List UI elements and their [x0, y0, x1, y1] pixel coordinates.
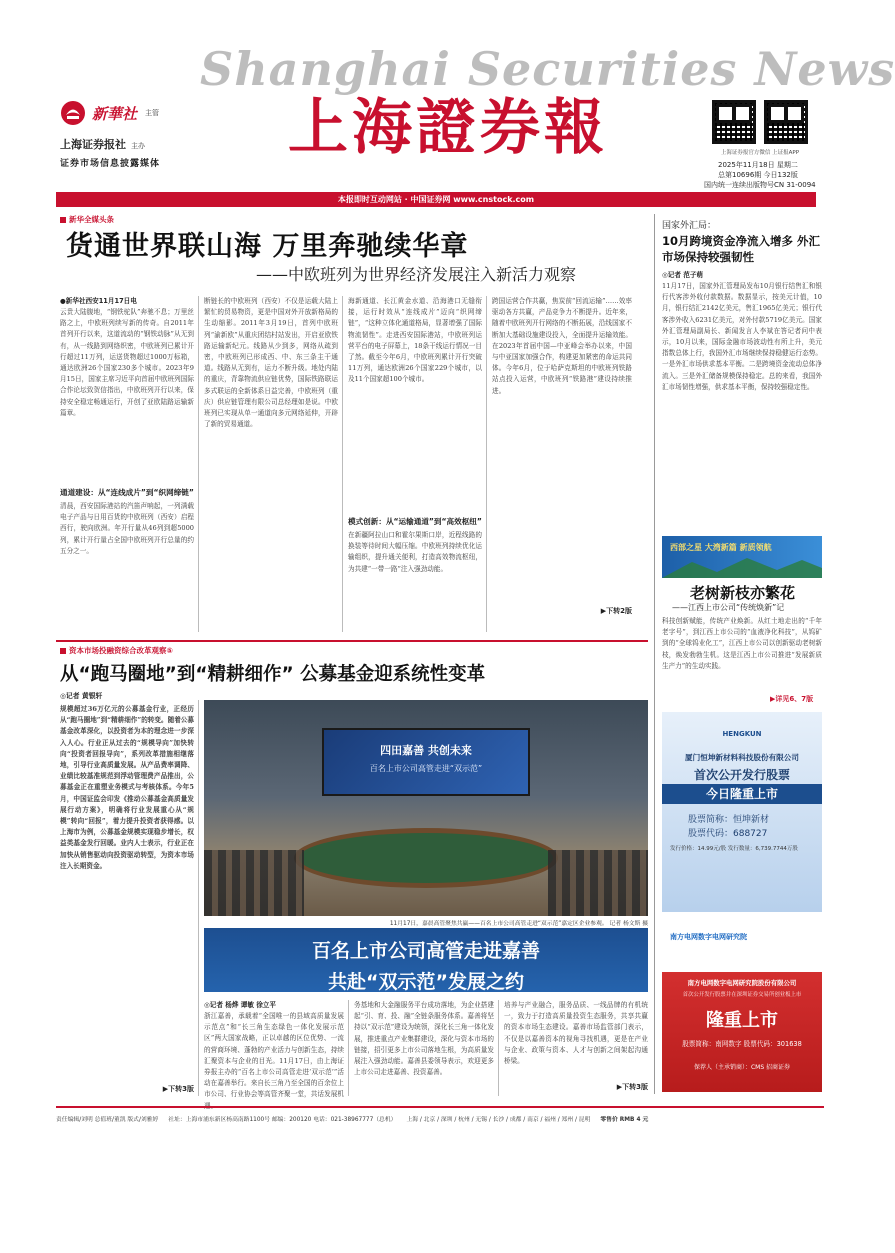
sub-col-3	[504, 1000, 648, 1096]
ad1-brand: HENGKUN	[722, 730, 762, 738]
ad2-stock: 股票简称：南网数字 股票代码：301638	[682, 1040, 802, 1048]
photo-screen	[322, 728, 530, 796]
fund-more[interactable]: ▶下转3版	[162, 1085, 194, 1093]
cn-line: 国内统一连续出版物号CN 31-0094	[704, 181, 816, 189]
website-bar	[56, 192, 816, 207]
issue-line: 总第10696期 今日132版	[718, 171, 798, 179]
lead-col-3	[348, 296, 482, 632]
paper-name: 上海证券报社	[60, 138, 126, 151]
ad1-company: 厦门恒坤新材料科技股份有限公司	[685, 753, 799, 762]
footer-address: 社址：上海市浦东新区杨高南路1100号 邮编：200120 电话：021-38967777（总机）	[168, 1116, 397, 1123]
footer	[56, 1110, 824, 1126]
chinese-title: 上海證券報	[288, 93, 608, 163]
ad1-details: 发行价格：14.99元/股 发行数量：6,739.7744万股	[670, 846, 798, 852]
fx-story	[662, 218, 822, 509]
lead-tag: 新华全媒头条	[60, 214, 114, 225]
xinhua-emblem-icon	[60, 100, 86, 126]
ad2-panel	[662, 972, 822, 1092]
lead-col-1	[60, 296, 194, 632]
sponsor1-role: 主管	[145, 109, 160, 117]
lead-headline: 货通世界联山海 万里奔驰续华章	[66, 231, 469, 262]
lead-more[interactable]: ▶下转2版	[600, 607, 632, 615]
lead-dateline: ●新华社西安11月17日电	[60, 297, 137, 305]
lead-col-4-text: 跨国运营合作共赢，焦炭前“回流运输”……效率驱动各方共赢，产品竞争力不断提升。近年来，随着中欧班列开行网络的不断拓展，沿线国家不断加大基础设施建设投入，全面提升运输效能。在2023年首届中国—中亚峰会举办以来，中国与中亚国家加强合作，构建更加紧密的命运共同体。今年6月，位于哈萨克斯坦的中欧班列铁路站点投入运营，中欧班列“铁路港”建设持续推进。	[492, 297, 632, 395]
lead-col-4	[492, 296, 632, 632]
fx-kicker: 国家外汇局：	[662, 221, 717, 231]
masthead	[0, 0, 895, 215]
fund-headline: 从“跑马圈地”到“精耕细作” 公募基金迎系统性变革	[60, 664, 486, 685]
ad1-stock-code: 股票代码：688727	[688, 829, 768, 839]
feature-banner-text: 西部之星 大湾新篇 新质领航	[670, 543, 772, 552]
lead-subhead-1: 通道建设：从“连线成片”到“织网缔链”	[60, 488, 194, 497]
slogan: 证券市场信息披露媒体	[60, 159, 161, 169]
footer-editors: 责任编辑/刘明 总值班/董凯 版式/刘雅婷	[56, 1116, 159, 1123]
wechat-qr-code	[712, 100, 756, 144]
fx-headline: 10月跨境资金净流入增多 外汇市场保持较强韧性	[662, 234, 821, 264]
ad1-stock-name: 股票简称：恒坤新材	[688, 815, 770, 825]
lead-subheadline: ——中欧班列为世界经济发展注入新活力观察	[256, 265, 577, 284]
sponsor2-role: 主办	[131, 142, 145, 150]
fx-byline: ◎记者 范子萌	[662, 271, 704, 279]
sub-col-2: 务基地和大金融服务平台成功落地，为企业搭建起“引、育、投、融”全链条服务体系。嘉善将坚持以“双示范”建设为统领，深化长三角一体化发展，推进重点产业集群建设，深化与资本市场的链接，招引更多上市公司落地生根，为高质量发展注入强劲动能。嘉善县委领导表示，欢迎更多上市公司走进嘉善、投资嘉善。	[354, 1001, 494, 1077]
photo-audience-right	[548, 850, 648, 916]
ad2-brand: 南方电网数字电网研究院	[670, 933, 747, 941]
paper-name-line	[60, 136, 145, 152]
photo-screen-line1: 四田嘉善 共创未来	[380, 744, 472, 757]
xinhua-logo	[60, 100, 159, 126]
feature-title: 老树新枝亦繁花	[690, 584, 796, 602]
english-title: Shanghai Securities News	[200, 42, 895, 96]
sub-col-1-text: 浙江嘉善，承载着“全国唯一的县域高质量发展示范点”和“长三角生态绿色一体化发展示范区”两大国家战略，正以卓越的区位优势、一流的营商环境、蓬勃的产业活力与创新生态，持续汇聚资本与企业的目光。11月17日，由上海证券报主办的“百名上市公司高管走进‘双示范’”活动在嘉善举行。来自长三角乃至全国的百余位上市公司、行业协会等高管齐聚一堂，共话发展机	[204, 1012, 344, 1099]
lead-col-3b-text: 在新疆阿拉山口和霍尔果斯口岸，近程线路的换装等待时间大幅压缩。中欧班列持续优化运输组织，提升通关便利，打造高效物流枢纽，为共建“一带一路”注入强劲动能。	[348, 531, 482, 573]
photo-audience-left	[204, 850, 304, 916]
ad2-company: 南方电网数字电网研究院股份有限公司	[687, 979, 797, 987]
ad2-line2: 隆重上市	[706, 1010, 778, 1031]
sub-headline-line1: 百名上市公司高管走进嘉善	[311, 940, 540, 962]
event-photo	[204, 700, 648, 916]
ad2-advisor: 保荐人（主承销商）：CMS 招商证券	[693, 1064, 791, 1071]
fund-col-1-text: 规模超过36万亿元的公募基金行业，正经历从“跑马圈地”到“精耕细作”的转变。随着公募基金改革深化，以投资者为本的理念进一步深入人心。行业正从过去的“规模导向”加快转向“投资者回报导向”，系列改革措施相继落地，引导行业高质量发展。从产品费率调降、业绩比较基准规范到浮动管理费产品推出，公募基金正在重塑业务模式与考核体系。今年5月，中国证监会印发《推动公募基金高质量发展行动方案》，明确将行业发展重心从“规模”转向“回报”，着力提升投资者获得感。以上海市为例，公募基金规模实现稳步增长，权益类基金发行回暖。业内人士表示，行业正在加快从销售驱动向投资驱动转型，为资本市场注入长期资金。	[60, 705, 194, 870]
lead-col-3-text: 海新通道、长江黄金水道、沿海港口无缝衔接，运行时效从“连线成片”迈向“织网缔链”，“这种立体化通道格局，显著增强了国际物流韧性”。走进西安国际港站，中欧班列运营平台的电子屏幕上，18条干线运行情况一目了然。截至今年6月，中欧班列累计开行突破11万列，通达欧洲26个国家229个城市，以及11个国家超100个城市。	[348, 297, 482, 384]
qr-caption: 上海证券报官方微信 上证报APP	[720, 150, 800, 156]
fx-body: 11月17日，国家外汇管理局发布10月银行结售汇和银行代客涉外收付款数据。数据显示，按美元计值，10月，银行结汇2142亿美元，售汇1965亿美元；银行代客涉外收入6231亿美元，对外付款5719亿美元。国家外汇管理局副局长、新闻发言人李斌在答记者问中表示，10月以来，国际金融市场波动性有所上升，美元指数总体上行，我国外汇市场继续保持稳健运行态势。一是外汇市场供求基本平衡。二是跨境资金流动总体净流入。三是外汇储备规模保持稳定。总的来看，我国外汇市场韧性增强，供求基本平衡，保持较强稳定性。	[662, 282, 822, 391]
section-rule	[56, 640, 648, 642]
sub-byline: ◎记者 杨烨 谭敏 徐立平	[204, 1001, 276, 1009]
feature-more[interactable]: ▶详见6、7版	[770, 695, 814, 703]
sub-col-3-text: 培养与产业融合，服务品质、一线品牌的有机统一，致力于打造高质量投资生态服务，共享共赢的资本市场生态建设。嘉善市场监管部门表示，不仅是以嘉善资本的视角寻找机遇，更是在产业与企业、政策与资本、人才与创新之间架起沟通桥梁。	[504, 1001, 648, 1066]
footer-rule	[56, 1106, 824, 1108]
ad-hengkun	[662, 712, 822, 912]
lead-col-1-text: 云贵大陆腹地，“钢铁驼队”奔驰不息；万里丝路之上，中欧班列续写新的传奇。自2011年首列开行以来，这道流动的“钢铁动脉”从无到有，从一线路到网络织密，中欧班列已累计开行超过11万列，运送货物超过1000万标箱，通达欧洲26个国家230多个城市。2023年9月15日，国家主席习近平向首届中欧班列国际合作论坛致贺信指出，中欧班列开行以来，保持安全稳定畅通运行，开创了亚欧陆路运输新篇章。	[60, 308, 194, 417]
ad1-band	[662, 784, 822, 804]
photo-caption: 11月17日，嘉晨高管聚焦共赢——百名上市公司高管走进“双示范”嘉定区企业参观。 记者 杨文斯 摄	[389, 921, 648, 927]
feature-subtitle: ——江西上市公司“传统焕新”记	[672, 603, 785, 612]
feature-body: 科技创新赋能，传统产业焕新。从红土地走出的“千年老字号”，到江西上市公司的“血液净化科技”，从钨矿到的“全球钨业化工”，江西上市公司以创新驱动老树新枝，焕发勃勃生机。这是江西上市公司推进“发展新质生产力”的生动实践。	[662, 617, 822, 670]
ad1-line1: 首次公开发行股票	[693, 768, 790, 782]
sub-col-1	[204, 1000, 344, 1099]
website-bar-text: 本报即时互动网站 · 中国证券网 www.cnstock.com	[337, 195, 535, 204]
lead-subhead-2: 模式创新：从“运输通道”到“高效枢纽”	[348, 517, 482, 526]
photo-table	[294, 828, 558, 888]
xinhua-wordmark: 新華社	[92, 104, 138, 123]
ad1-line2: 今日隆重上市	[705, 787, 778, 801]
ad2-line1: 首次公开发行股票并在深圳证券交易所创业板上市	[682, 992, 802, 998]
tag-square-icon	[60, 217, 66, 223]
photo-screen-line2: 百名上市公司高管走进“双示范”	[369, 764, 483, 773]
sub-headline-box	[204, 928, 648, 992]
date-line: 2025年11月18日 星期二	[718, 161, 798, 169]
lead-col-2: 断链长的中欧班列（西安）不仅是运载大陆上繁忙的贸易物资，更是中国对外开放新格局的生动缩影。2011年3月19日，首列中欧班列“渝新欧”从重庆团结村站发出，开启亚欧铁路运输新纪元。线路从少到多，网络从疏到密，中欧班列已形成西、中、东三条主干通道。线路从无到有，运力不断升级。地处内陆的重庆，背靠物流供应链优势，国际铁路联运多式联运的全新体系日益完善，中欧班列（重庆）供应链管理有限公司总经理如是说。中欧班列已实现从单一通道向多元网络延伸，开辟了新的贸易通道。	[204, 297, 338, 429]
mountain-graphic-icon	[662, 554, 822, 578]
footer-bureaus: 上海 / 北京 / 深圳 / 杭州 / 无锡 / 长沙 / 成都 / 南京 / 福州 / 郑州 / 昆明	[406, 1116, 591, 1123]
sub-more[interactable]: ▶下转3版	[616, 1083, 648, 1091]
feature-banner	[662, 536, 822, 578]
lead-col-1b-text: 清晨，西安国际港站的汽笛声响起，一列满载电子产品与日用百货的中欧班列（西安）启程西行，驶向欧洲。年开行量从46列到超5000列，累计开行量占全国中欧班列开行总量的约五分之一。	[60, 502, 194, 555]
sub-headline-line2: 共赴“双示范”发展之约	[328, 971, 524, 993]
fund-byline: ◎记者 黄银轩	[60, 692, 103, 700]
tag-square-icon	[60, 648, 66, 654]
app-qr-code	[764, 100, 808, 144]
fund-tag: 资本市场投融资综合改革观察⑤	[60, 645, 173, 656]
ad-csg	[662, 918, 822, 1094]
footer-price: 零售价 RMB 4 元	[600, 1116, 649, 1123]
fund-col-1	[60, 704, 194, 1096]
